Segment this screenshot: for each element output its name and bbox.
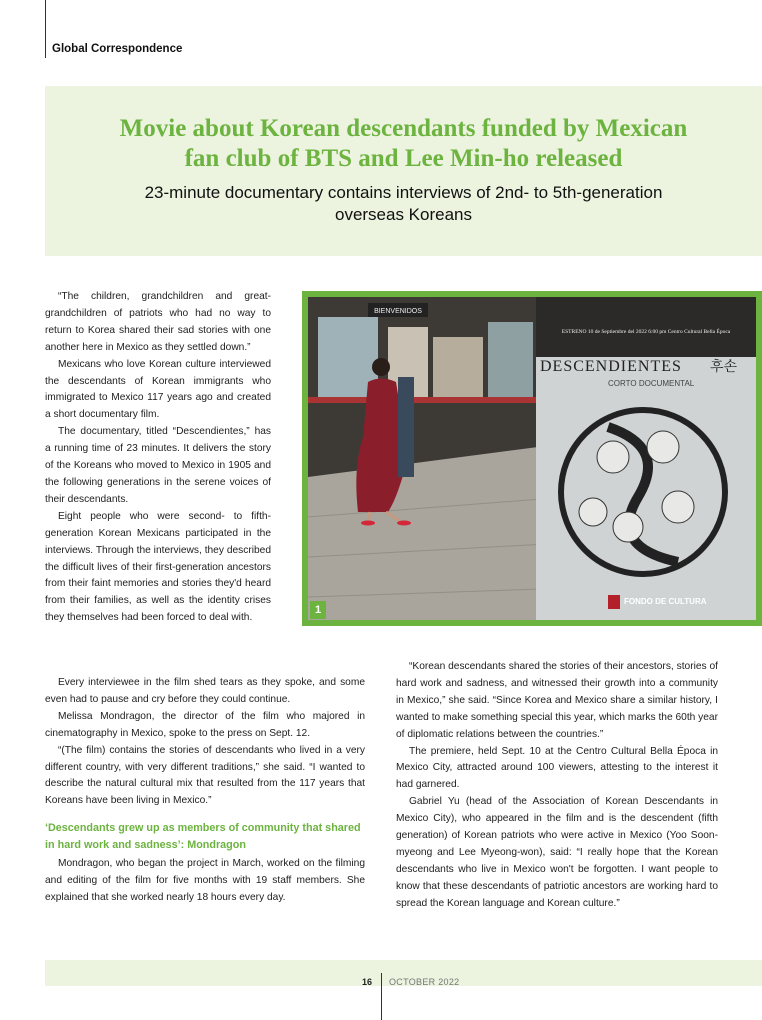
footer-vertical-rule bbox=[381, 973, 382, 1020]
paragraph: Eight people who were second- to fifth-generation Korean Mexicans participated in the interviews. Through the interviews, they described the difficult lives of their first-generation ancestors from their faint memories and stories they'd heard from their families, as well as the identity crises they themselves had been forced to deal with. bbox=[45, 510, 271, 624]
photo-illustration bbox=[308, 297, 756, 620]
subheadline: 23-minute documentary contains interviews of 2nd- to 5th-generation overseas Koreans bbox=[144, 183, 663, 224]
paragraph: Melissa Mondragon, the director of the film who majored in cinematography in Mexico, spoke to the press on Sept. 12. bbox=[45, 710, 365, 739]
article-photo bbox=[302, 291, 762, 626]
paragraph: “(The film) contains the stories of descendants who lived in a very different country, with very different traditions,” she said. “I wanted to describe the natural cultural mix that resulted from the 117 years that Koreans have been living in Mexico.” bbox=[45, 744, 365, 807]
headline: Movie about Korean descendants funded by Mexican fan club of BTS and Lee Min-ho released bbox=[119, 115, 688, 172]
paragraph: Mondragon, who began the project in March, worked on the filming and editing of the film for five months with 19 staff members. She explained that she worked nearly 18 hours every day. bbox=[45, 858, 365, 903]
right-column bbox=[396, 659, 718, 913]
poster-info: ESTRENO 10 de Septiembre del 2022 6:00 pm Centro Cultural Bella Época bbox=[561, 329, 731, 335]
headline-box bbox=[45, 86, 762, 256]
issue-date: OCTOBER 2022 bbox=[389, 977, 460, 987]
paragraph: Every interviewee in the film shed tears as they spoke, and some even had to pause and cry before they could continue. bbox=[45, 677, 365, 705]
poster-sponsor: FONDO DE CULTURA bbox=[624, 597, 707, 606]
paragraph: “Korean descendants shared the stories of their ancestors, stories of hard work and sadness, and witnessed their growth into a community in Mexico,” she said. “Since Korea and Mexico share a similar history, I wanted to make something special this year, which marks the 60th year of diplomatic relations between the countries.” bbox=[396, 661, 718, 740]
poster-title-korean: 후손 bbox=[710, 359, 738, 375]
page-number: 16 bbox=[361, 977, 372, 987]
store-sign: BIENVENIDOS bbox=[374, 308, 422, 315]
section-subheading: ‘Descendants grew up as members of community that shared in hard work and sadness’: Mondragon bbox=[45, 822, 361, 852]
paragraph: Gabriel Yu (head of the Association of Korean Descendants in Mexico City), who appeared in the film and is the descendent (fifth generation) of Korean patriots who were active in Mexico (Yoo Soon-myeong and Lee Myeong-won), said: “I really hope that the Korean descendants who live in Mexico won't be forgotten. I want people to know that these descendants of patriotic ancestors are working hard to spread the Korean language and Korean culture.” bbox=[396, 796, 718, 909]
paragraph: The premiere, held Sept. 10 at the Centro Cultural Bella Época in Mexico City, attracted around 100 viewers, attesting to the interest it had garnered. bbox=[396, 745, 718, 791]
left-column-upper bbox=[45, 289, 271, 627]
section-label: Global Correspondence bbox=[52, 43, 183, 55]
left-column-lower bbox=[45, 675, 365, 907]
paragraph: “The children, grandchildren and great-grandchildren of patriots who had no way to return to Korea shared their sad stories with one another here in Mexico as they settled down.” bbox=[45, 291, 271, 353]
poster-title: DESCENDIENTES bbox=[540, 358, 682, 375]
poster-subtitle: CORTO DOCUMENTAL bbox=[608, 379, 695, 388]
photo-number-badge: 1 bbox=[310, 601, 326, 619]
paragraph: Mexicans who love Korean culture interviewed the descendants of Korean immigrants who immigrated to Mexico 117 years ago and created a short documentary film. bbox=[45, 358, 271, 421]
person-head bbox=[372, 358, 390, 376]
paragraph: The documentary, titled “Descendientes,” has a running time of 23 minutes. It delivers the story of the Koreans who moved to Mexico in 1905 and the following generations in the serene voices of their descendants. bbox=[45, 426, 271, 505]
top-vertical-rule bbox=[45, 0, 46, 58]
